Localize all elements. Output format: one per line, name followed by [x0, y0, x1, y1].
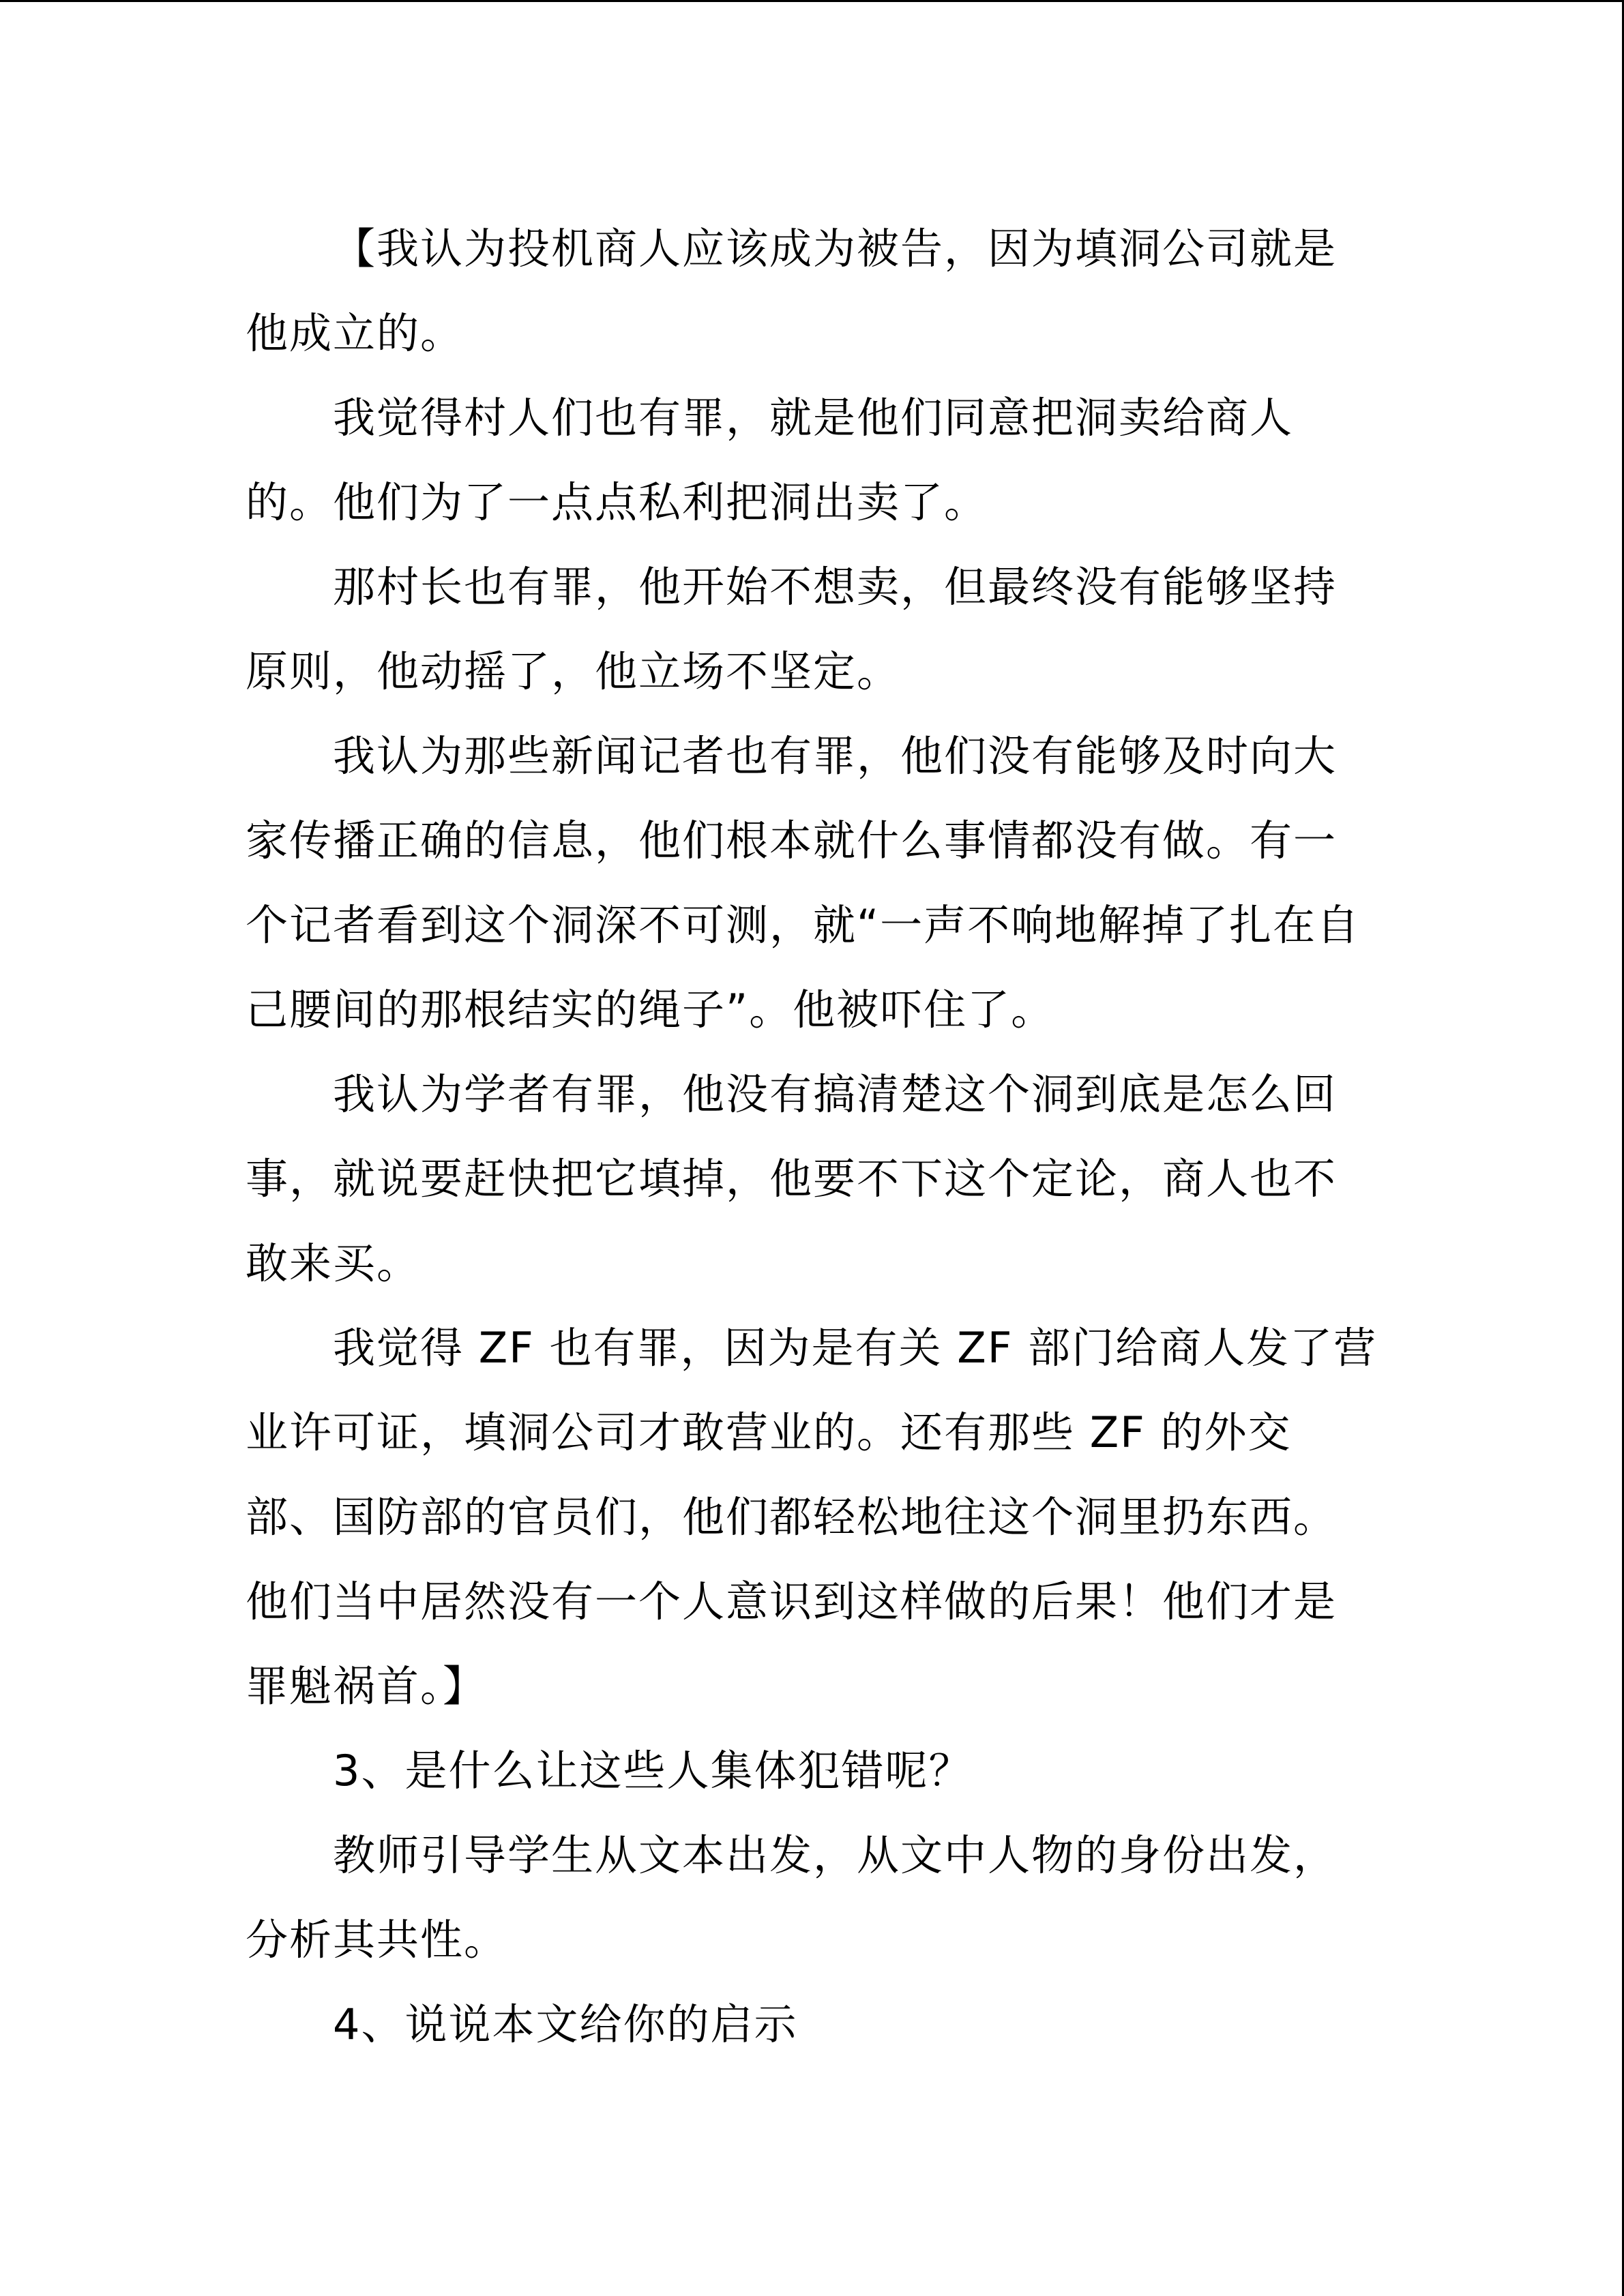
- paragraph-scholar: 我认为学者有罪，他没有搞清楚这个洞到底是怎么回事，就说要赶快把它填掉，他要不下这个定论，商人也不敢来买。: [246, 1069, 1338, 1288]
- question-3: 3、是什么让这些人集体犯错呢？: [333, 1746, 973, 1795]
- question-4: 4、说说本文给你的启示: [333, 1999, 798, 2049]
- paragraph-journalists: 我认为那些新闻记者也有罪，他们没有能够及时向大家传播正确的信息，他们根本就什么事情都没有做。有一个记者看到这个洞深不可测，就“一声不响地解掉了扎在自己腰间的那根结实的绳子”。他被吓住了。: [246, 731, 1361, 1034]
- paragraph-village-head: 那村长也有罪，他开始不想卖，但最终没有能够坚持原则，他动摇了，他立场不坚定。: [246, 562, 1338, 696]
- paragraph-villagers: 我觉得村人们也有罪，就是他们同意把洞卖给商人的。他们为了一点点私利把洞出卖了。: [246, 393, 1294, 527]
- paragraph-government: 我觉得 ZF 也有罪，因为是有关 ZF 部门给商人发了营业许可证，填洞公司才敢营业的。还有那些 ZF 的外交部、国防部的官员们，他们都轻松地往这个洞里扔东西。他们当中居然没有一个人意识到这样做的后果！他们才是罪魁祸首。】: [246, 1323, 1378, 1711]
- document-body: [246, 207, 1378, 2067]
- paragraph-defendant-speculator: 【我认为投机商人应该成为被告，因为填洞公司就是他成立的。: [246, 224, 1338, 358]
- teacher-guidance: 教师引导学生从文本出发，从文中人物的身份出发，分析其共性。: [246, 1830, 1338, 1965]
